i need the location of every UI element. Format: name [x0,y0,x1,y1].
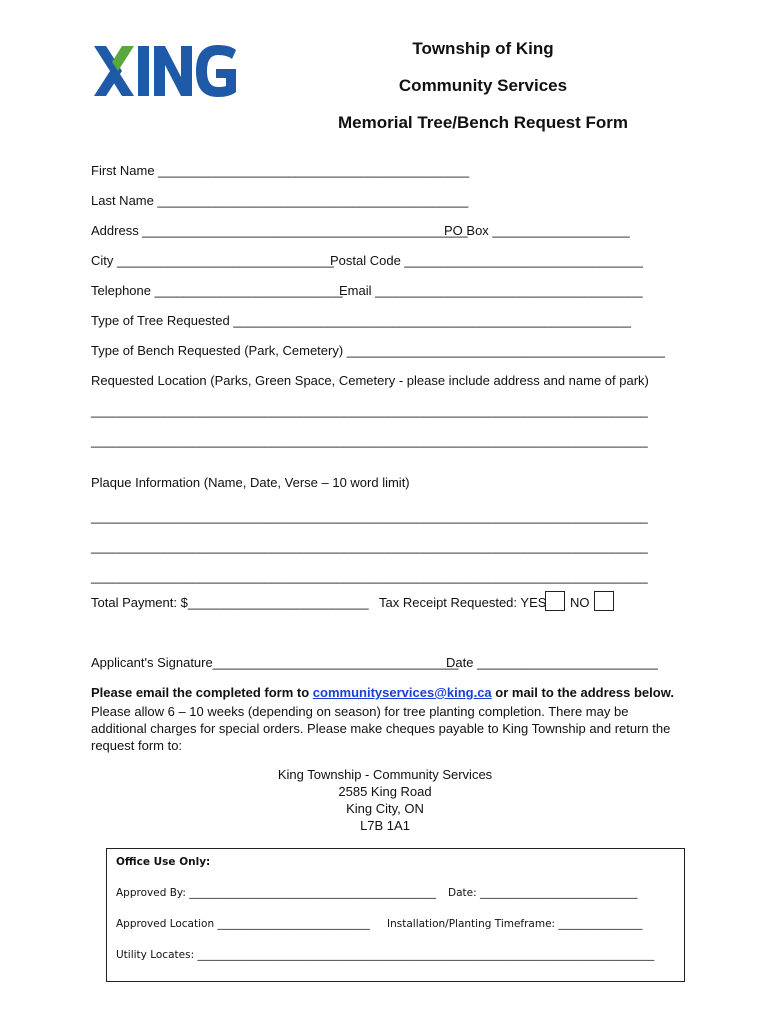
tree-type-field[interactable]: Type of Tree Requested _______________________________________________________ [91,313,632,328]
plaque-line-2[interactable]: _____________________________________________________________________________ [91,539,648,554]
tax-receipt-yes-label: Tax Receipt Requested: YES [379,595,547,610]
bench-type-field[interactable]: Type of Bench Requested (Park, Cemetery) ____________________________________________ [91,343,665,358]
form-dept-title: Community Services [398,76,568,95]
office-use-heading: Office Use Only: [116,856,211,868]
postal-code-field[interactable]: Postal Code _________________________________ [330,253,644,268]
location-line-1[interactable]: _____________________________________________________________________________ [91,403,648,418]
approved-by-field[interactable]: Approved By: _______________________________________________ [116,887,436,899]
email-field[interactable]: Email _____________________________________ [339,283,643,298]
king-logo [92,40,238,102]
po-box-field[interactable]: PO Box ___________________ [444,223,630,238]
telephone-field[interactable]: Telephone __________________________ [91,283,343,298]
address-line-2: 2585 King Road [338,784,432,799]
address-line-4: L7B 1A1 [360,818,410,833]
date-field[interactable]: Date _________________________ [446,655,658,670]
planting-timeframe-field[interactable]: Installation/Planting Timeframe: ________________ [387,918,643,930]
email-instruction-suffix: or mail to the address below. [491,685,674,700]
plaque-label: Plaque Information (Name, Date, Verse – 10 word limit) [91,475,410,490]
utility-locates-field[interactable]: Utility Locates: _______________________________________________________________________________________ [116,949,655,961]
email-instruction [91,685,674,700]
city-field[interactable]: City ______________________________ [91,253,334,268]
address-field[interactable]: Address _____________________________________________ [91,223,468,238]
email-instruction-prefix: Please email the completed form to [91,685,313,700]
tax-receipt-no-checkbox[interactable] [594,591,614,611]
approved-date-field[interactable]: Date: ______________________________ [448,887,638,899]
location-label: Requested Location (Parks, Green Space, Cemetery - please include address and name of park) [91,373,649,388]
first-name-field[interactable]: First Name ___________________________________________ [91,163,470,178]
email-link[interactable]: communityservices@king.ca [312,685,492,700]
address-line-3: King City, ON [346,801,424,816]
tax-receipt-no-label: NO [570,595,590,610]
location-line-2[interactable]: _____________________________________________________________________________ [91,433,648,448]
instructions-paragraph: Please allow 6 – 10 weeks (depending on season) for tree planting completion. There may be additional charges for special orders. Please make cheques payable to King Township and return the request form to: [91,704,671,753]
plaque-line-3[interactable]: _____________________________________________________________________________ [91,569,648,584]
address-line-1: King Township - Community Services [277,767,493,782]
total-payment-field[interactable]: Total Payment: $_________________________ [91,595,369,610]
form-title: Memorial Tree/Bench Request Form [337,113,629,132]
last-name-field[interactable]: Last Name ___________________________________________ [91,193,469,208]
office-use-box [106,848,685,982]
tax-receipt-yes-checkbox[interactable] [545,591,565,611]
signature-field[interactable]: Applicant's Signature__________________________________ [91,655,459,670]
approved-location-field[interactable]: Approved Location _____________________________ [116,918,370,930]
plaque-line-1[interactable]: _____________________________________________________________________________ [91,509,648,524]
form-org-title: Township of King [412,39,554,58]
